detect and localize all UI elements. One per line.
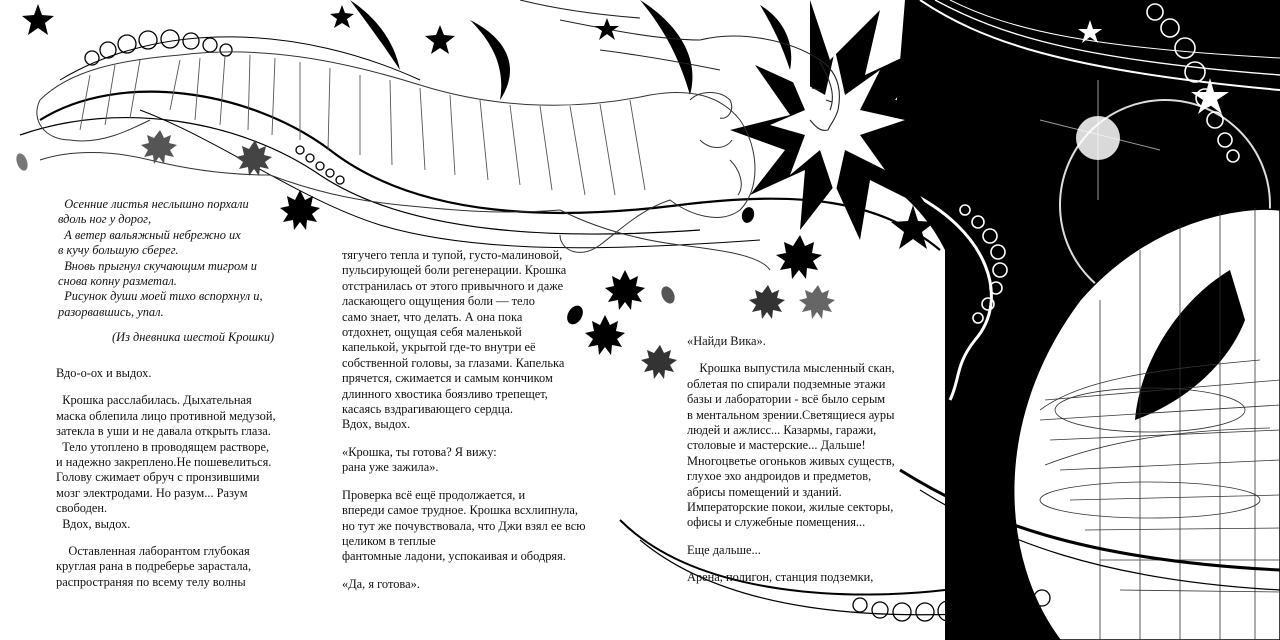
text-line: но тут же почувствовала, что Джи взял ее всю <box>342 518 586 533</box>
text-line: столовые и мастерские... Дальше! <box>687 438 866 453</box>
text-line: глухое эхо андроидов и предметов, <box>687 469 872 484</box>
text-line: мозг электродами. Но разум... Разум <box>56 485 248 500</box>
text-column-1 <box>56 366 276 590</box>
text-line: длинного хвостика боязливо трепещет, <box>342 386 548 401</box>
poem-source-text: (Из дневника шестой Крошки) <box>112 330 275 344</box>
text-line: прячется, сжимается и самым кончиком <box>342 371 553 386</box>
text-line: затекла в уши и не давала открыть глаза. <box>56 424 271 439</box>
text-line: офисы и служебные помещения... <box>687 515 866 530</box>
text-line: людей и ажлисс... Казармы, гаражи, <box>687 423 877 438</box>
text-line: само знает, что делать. А она пока <box>342 309 523 324</box>
text-line: пульсирующей боли регенерации. Крошка <box>342 263 567 278</box>
text-line: распространяя по всему телу волны <box>56 574 246 589</box>
poem-line: в кучу большую сберег. <box>58 243 179 258</box>
text-line: Тело утоплено в проводящем растворе, <box>56 439 270 454</box>
text-line: базы и лаборатории - всё было серым <box>687 392 886 407</box>
text-line: и надежно закреплено.Не пошевелиться. <box>56 455 272 470</box>
poem-line: снова копну разметал. <box>58 274 177 289</box>
text-line: Проверка всё ещё продолжается, и <box>342 487 526 502</box>
text-line: «Крошка, ты готова? Я вижу: <box>342 444 497 459</box>
text-line: впереди самое трудное. Крошка всхлипнула, <box>342 503 578 518</box>
text-line: тягучего тепла и тупой, густо-малиновой, <box>342 248 563 262</box>
text-line: Еще дальше... <box>687 542 761 557</box>
text-line: Вдох, выдох. <box>342 417 411 432</box>
text-line: круглая рана в подреберье зарастала, <box>56 559 252 574</box>
text-line: Вдо-о-ох и выдох. <box>56 366 152 380</box>
text-line: фантомные ладони, успокаивая и ободряя. <box>342 549 566 564</box>
text-line: собственной головы, за глазами. Капелька <box>342 355 565 370</box>
poem-line: вдоль ног у дорог, <box>58 212 152 227</box>
text-line: целиком в теплые <box>342 533 436 548</box>
poem-line: Вновь прыгнул скучающим тигром и <box>58 258 257 273</box>
text-line: облетая по спирали подземные этажи <box>687 376 886 391</box>
text-line: Крошка выпустила мысленный скан, <box>687 361 895 376</box>
text-line: абрисы помещений и зданий. <box>687 484 842 499</box>
text-column-2 <box>342 248 586 592</box>
text-line: отдохнет, ощущая себя маленькой <box>342 325 522 340</box>
text-line: Многоцветье огоньков живых существ, <box>687 453 895 468</box>
text-line: «Да, я готова». <box>342 576 420 591</box>
poem-line: А ветер вальяжный небрежно их <box>58 227 241 242</box>
text-line: Оставленная лаборантом глубокая <box>56 544 250 559</box>
poem-line: Осенние листья неслышно порхали <box>58 197 249 211</box>
text-line: свободен. <box>56 501 108 516</box>
text-line: касаясь вздрагивающего сердца. <box>342 402 513 417</box>
text-line: ласкающего ощущения боли — тело <box>342 294 535 309</box>
poem-source <box>112 330 274 345</box>
poem-line: разорвавшись, упал. <box>58 304 164 319</box>
text-line: Вдох, выдох. <box>56 516 131 531</box>
poem-line: Рисунок души моей тихо вспорхнул и, <box>58 289 263 304</box>
text-line: в ментальном зрении.Светящиеся ауры <box>687 407 895 422</box>
text-line: «Найди Вика». <box>687 334 766 348</box>
text-line: отстранилась от этого привычного и даже <box>342 278 564 293</box>
text-line: Императорские покои, жилые секторы, <box>687 500 894 515</box>
poem-block <box>58 197 263 320</box>
text-line: капелькой, укрытой где-то внутри её <box>342 340 536 355</box>
text-line: рана уже зажила». <box>342 460 439 475</box>
text-column-3 <box>687 334 895 586</box>
text-line: маска облепила лицо противной медузой, <box>56 408 276 423</box>
text-line: Крошка расслабилась. Дыхательная <box>56 393 252 408</box>
text-line: Арена, полигон, станция подземки, <box>687 570 874 585</box>
text-line: Голову сжимает обруч с пронзившими <box>56 470 260 485</box>
